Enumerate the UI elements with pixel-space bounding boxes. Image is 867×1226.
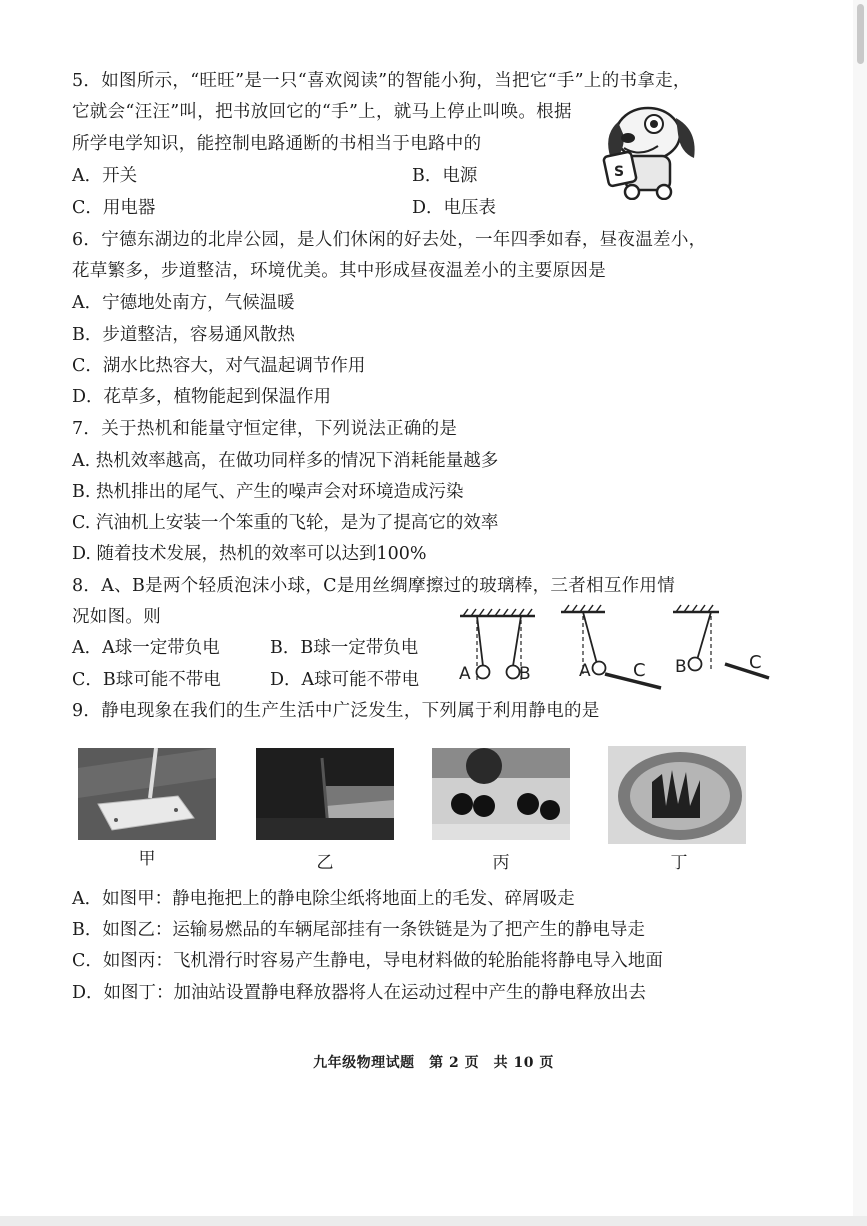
q6-option-a[interactable]: A．宁德地处南方，气候温暖: [72, 293, 295, 313]
q6-option-b[interactable]: B．步道整洁，容易通风散热: [72, 325, 295, 345]
photo-jia-static-mop: [78, 748, 216, 840]
photo-bing-aircraft-tires: [432, 748, 570, 840]
svg-text:S: S: [614, 164, 625, 180]
q7-stem-line1: 7．关于热机和能量守恒定律，下列说法正确的是: [72, 419, 458, 439]
fig-label-b1: B: [519, 664, 531, 684]
caption-ding: 丁: [670, 853, 688, 873]
photo-yi-truck-chain: [256, 748, 394, 840]
fig-label-a1: A: [459, 664, 471, 684]
caption-jia: 甲: [138, 849, 156, 869]
q8-stem-line2: 况如图。则: [72, 607, 161, 627]
q5-option-a[interactable]: A．开关: [72, 166, 138, 186]
fig-label-c2: C: [749, 652, 762, 673]
fig-label-b2: B: [675, 657, 687, 677]
q5-option-d[interactable]: D．电压表: [412, 198, 497, 218]
q9-option-c[interactable]: C．如图丙：飞机滑行时容易产生静电，导电材料做的轮胎能将静电导入地面: [72, 951, 663, 971]
q5-stem-line2: 它就会“汪汪”叫，把书放回它的“手”上，就马上停止叫唤。根据: [72, 102, 572, 122]
q5-option-c[interactable]: C．用电器: [72, 198, 156, 218]
q7-option-c[interactable]: C. 汽油机上安装一个笨重的飞轮，是为了提高它的效率: [72, 513, 499, 533]
scrollbar-track[interactable]: [853, 0, 867, 1226]
panel-a-c: [561, 605, 661, 688]
q9-option-b[interactable]: B．如图乙：运输易燃品的车辆尾部挂有一条铁链是为了把产生的静电导走: [72, 920, 645, 940]
q8-option-c[interactable]: C．B球可能不带电: [72, 670, 221, 690]
q9-option-a[interactable]: A．如图甲：静电拖把上的静电除尘纸将地面上的毛发、碎屑吸走: [72, 889, 575, 909]
scrollbar-thumb[interactable]: [857, 4, 864, 64]
q5-stem-line1: 5．如图所示，“旺旺”是一只“喜欢阅读”的智能小狗，当把它“手”上的书拿走，: [72, 71, 691, 91]
q8-option-d[interactable]: D．A球可能不带电: [270, 670, 420, 690]
panel-ab: [459, 609, 535, 684]
caption-bing: 丙: [492, 853, 510, 873]
panel-b-c: [673, 605, 769, 678]
q6-option-d[interactable]: D．花草多，植物能起到保温作用: [72, 387, 332, 407]
q5-stem-line3: 所学电学知识，能控制电路通断的书相当于电路中的: [72, 134, 482, 154]
q9-option-d[interactable]: D．如图丁：加油站设置静电释放器将人在运动过程中产生的静电释放出去: [72, 983, 647, 1003]
fig-label-a2: A: [579, 661, 591, 681]
q8-option-b[interactable]: B．B球一定带负电: [270, 638, 419, 658]
q9-stem-line1: 9．静电现象在我们的生产生活中广泛发生，下列属于利用静电的是: [72, 701, 600, 721]
q6-stem-line2: 花草繁多，步道整洁，环境优美。其中形成昼夜温差小的主要原因是: [72, 261, 606, 281]
q6-option-c[interactable]: C．湖水比热容大，对气温起调节作用: [72, 356, 366, 376]
bottom-edge: [0, 1216, 867, 1226]
q6-stem-line1: 6．宁德东湖边的北岸公园，是人们休闲的好去处，一年四季如春，昼夜温差小，: [72, 230, 707, 250]
page-footer: 九年级物理试题 第 2 页 共 10 页: [313, 1055, 554, 1071]
photo-ding-static-discharger: [608, 746, 746, 844]
q7-option-d[interactable]: D. 随着技术发展，热机的效率可以达到100%: [72, 544, 427, 564]
q7-option-a[interactable]: A. 热机效率越高，在做功同样多的情况下消耗能量越多: [72, 451, 499, 471]
q7-option-b[interactable]: B. 热机排出的尾气、产生的噪声会对环境造成污染: [72, 482, 464, 502]
fig-label-c1: C: [633, 660, 646, 681]
q5-option-b[interactable]: B．电源: [412, 166, 478, 186]
charged-balls-figure: [455, 602, 775, 694]
caption-yi: 乙: [316, 853, 334, 873]
q8-stem-line1: 8．A、B是两个轻质泡沫小球，C是用丝绸摩擦过的玻璃棒，三者相互作用情: [72, 576, 676, 596]
q8-option-a[interactable]: A．A球一定带负电: [72, 638, 220, 658]
robot-dog-illustration: [596, 96, 704, 200]
